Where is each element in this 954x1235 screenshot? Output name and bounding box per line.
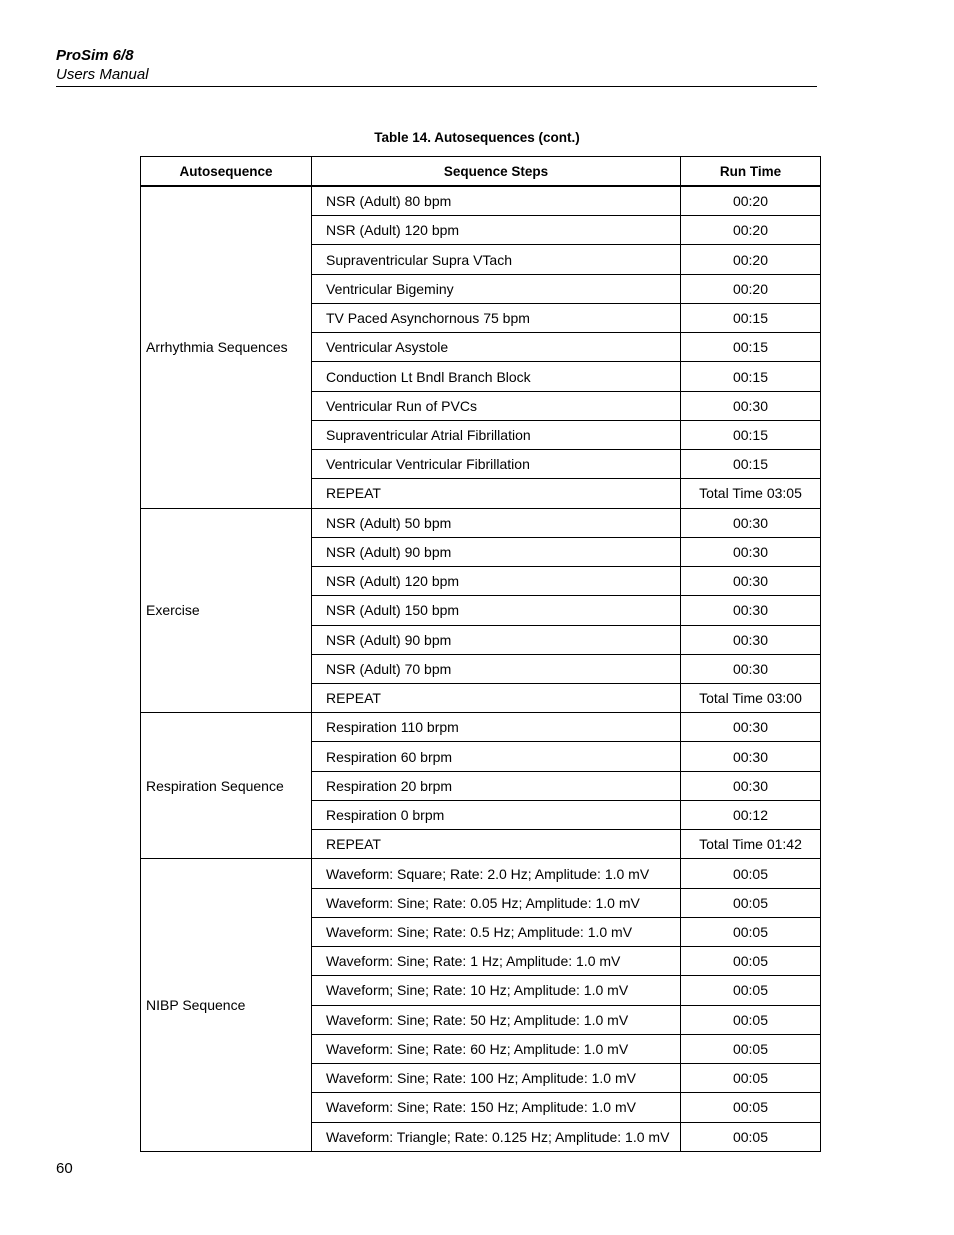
sequence-step-cell: Respiration 60 brpm	[312, 742, 681, 771]
autosequences-table	[140, 156, 821, 1152]
sequence-step-cell: NSR (Adult) 70 bpm	[312, 654, 681, 683]
sequence-step-cell: Waveform: Sine; Rate: 0.5 Hz; Amplitude: 1.0 mV	[312, 917, 681, 946]
run-time-cell: 00:05	[681, 976, 821, 1005]
run-time-cell: 00:30	[681, 742, 821, 771]
run-time-cell: 00:05	[681, 947, 821, 976]
run-time-cell: 00:30	[681, 508, 821, 537]
sequence-step-cell: Ventricular Ventricular Fibrillation	[312, 450, 681, 479]
sequence-step-cell: Waveform: Sine; Rate: 60 Hz; Amplitude: 1.0 mV	[312, 1034, 681, 1063]
sequence-step-cell: Respiration 0 brpm	[312, 800, 681, 829]
table-header-row	[141, 157, 821, 187]
autosequence-name-cell: Respiration Sequence	[141, 713, 312, 859]
manual-name: Users Manual	[56, 66, 149, 83]
sequence-step-cell: Waveform: Sine; Rate: 150 Hz; Amplitude: 1.0 mV	[312, 1093, 681, 1122]
sequence-step-cell: NSR (Adult) 120 bpm	[312, 216, 681, 245]
sequence-step-cell: Ventricular Asystole	[312, 333, 681, 362]
sequence-step-cell: TV Paced Asynchornous 75 bpm	[312, 303, 681, 332]
run-time-cell: 00:30	[681, 391, 821, 420]
run-time-cell: 00:30	[681, 567, 821, 596]
table-row	[141, 508, 821, 537]
sequence-step-cell: Ventricular Run of PVCs	[312, 391, 681, 420]
column-header-autosequence: Autosequence	[141, 157, 312, 187]
sequence-step-cell: NSR (Adult) 150 bpm	[312, 596, 681, 625]
run-time-cell: 00:30	[681, 713, 821, 742]
run-time-cell: 00:05	[681, 1034, 821, 1063]
run-time-cell: 00:30	[681, 625, 821, 654]
sequence-step-cell: NSR (Adult) 90 bpm	[312, 537, 681, 566]
sequence-step-cell: NSR (Adult) 80 bpm	[312, 186, 681, 216]
table-row	[141, 713, 821, 742]
sequence-step-cell: Waveform: Square; Rate: 2.0 Hz; Amplitude: 1.0 mV	[312, 859, 681, 888]
run-time-cell: Total Time 03:05	[681, 479, 821, 508]
run-time-cell: Total Time 03:00	[681, 683, 821, 712]
sequence-step-cell: Waveform: Triangle; Rate: 0.125 Hz; Amplitude: 1.0 mV	[312, 1122, 681, 1151]
column-header-sequence-steps: Sequence Steps	[312, 157, 681, 187]
sequence-step-cell: Ventricular Bigeminy	[312, 274, 681, 303]
sequence-step-cell: NSR (Adult) 50 bpm	[312, 508, 681, 537]
run-time-cell: 00:05	[681, 888, 821, 917]
run-time-cell: 00:15	[681, 333, 821, 362]
run-time-cell: Total Time 01:42	[681, 830, 821, 859]
run-time-cell: 00:15	[681, 420, 821, 449]
column-header-run-time: Run Time	[681, 157, 821, 187]
run-time-cell: 00:30	[681, 771, 821, 800]
run-time-cell: 00:15	[681, 450, 821, 479]
sequence-step-cell: Supraventricular Supra VTach	[312, 245, 681, 274]
run-time-cell: 00:20	[681, 245, 821, 274]
sequence-step-cell: REPEAT	[312, 683, 681, 712]
sequence-step-cell: Waveform: Sine; Rate: 1 Hz; Amplitude: 1.0 mV	[312, 947, 681, 976]
product-name: ProSim 6/8	[56, 47, 134, 64]
run-time-cell: 00:05	[681, 1093, 821, 1122]
sequence-step-cell: Waveform: Sine; Rate: 0.05 Hz; Amplitude: 1.0 mV	[312, 888, 681, 917]
sequence-step-cell: Conduction Lt Bndl Branch Block	[312, 362, 681, 391]
run-time-cell: 00:05	[681, 859, 821, 888]
run-time-cell: 00:15	[681, 303, 821, 332]
autosequence-name-cell: Exercise	[141, 508, 312, 713]
sequence-step-cell: REPEAT	[312, 479, 681, 508]
run-time-cell: 00:05	[681, 1122, 821, 1151]
run-time-cell: 00:12	[681, 800, 821, 829]
run-time-cell: 00:20	[681, 274, 821, 303]
sequence-step-cell: Supraventricular Atrial Fibrillation	[312, 420, 681, 449]
sequence-step-cell: Waveform: Sine; Rate: 50 Hz; Amplitude: 1.0 mV	[312, 1005, 681, 1034]
run-time-cell: 00:30	[681, 537, 821, 566]
page-header	[56, 46, 817, 87]
run-time-cell: 00:20	[681, 186, 821, 216]
run-time-cell: 00:05	[681, 1005, 821, 1034]
autosequence-name-cell: Arrhythmia Sequences	[141, 186, 312, 508]
table-row	[141, 186, 821, 216]
sequence-step-cell: REPEAT	[312, 830, 681, 859]
run-time-cell: 00:30	[681, 654, 821, 683]
table-title: Table 14. Autosequences (cont.)	[374, 130, 580, 145]
table-body	[141, 186, 821, 1151]
sequence-step-cell: Respiration 20 brpm	[312, 771, 681, 800]
autosequence-name-cell: NIBP Sequence	[141, 859, 312, 1151]
sequence-step-cell: Waveform; Sine; Rate: 10 Hz; Amplitude: 1.0 mV	[312, 976, 681, 1005]
sequence-step-cell: Respiration 110 brpm	[312, 713, 681, 742]
run-time-cell: 00:15	[681, 362, 821, 391]
run-time-cell: 00:05	[681, 1064, 821, 1093]
run-time-cell: 00:20	[681, 216, 821, 245]
sequence-step-cell: NSR (Adult) 120 bpm	[312, 567, 681, 596]
page-number: 60	[56, 1160, 73, 1177]
sequence-step-cell: Waveform: Sine; Rate: 100 Hz; Amplitude: 1.0 mV	[312, 1064, 681, 1093]
run-time-cell: 00:30	[681, 596, 821, 625]
sequence-step-cell: NSR (Adult) 90 bpm	[312, 625, 681, 654]
run-time-cell: 00:05	[681, 917, 821, 946]
table-row	[141, 859, 821, 888]
